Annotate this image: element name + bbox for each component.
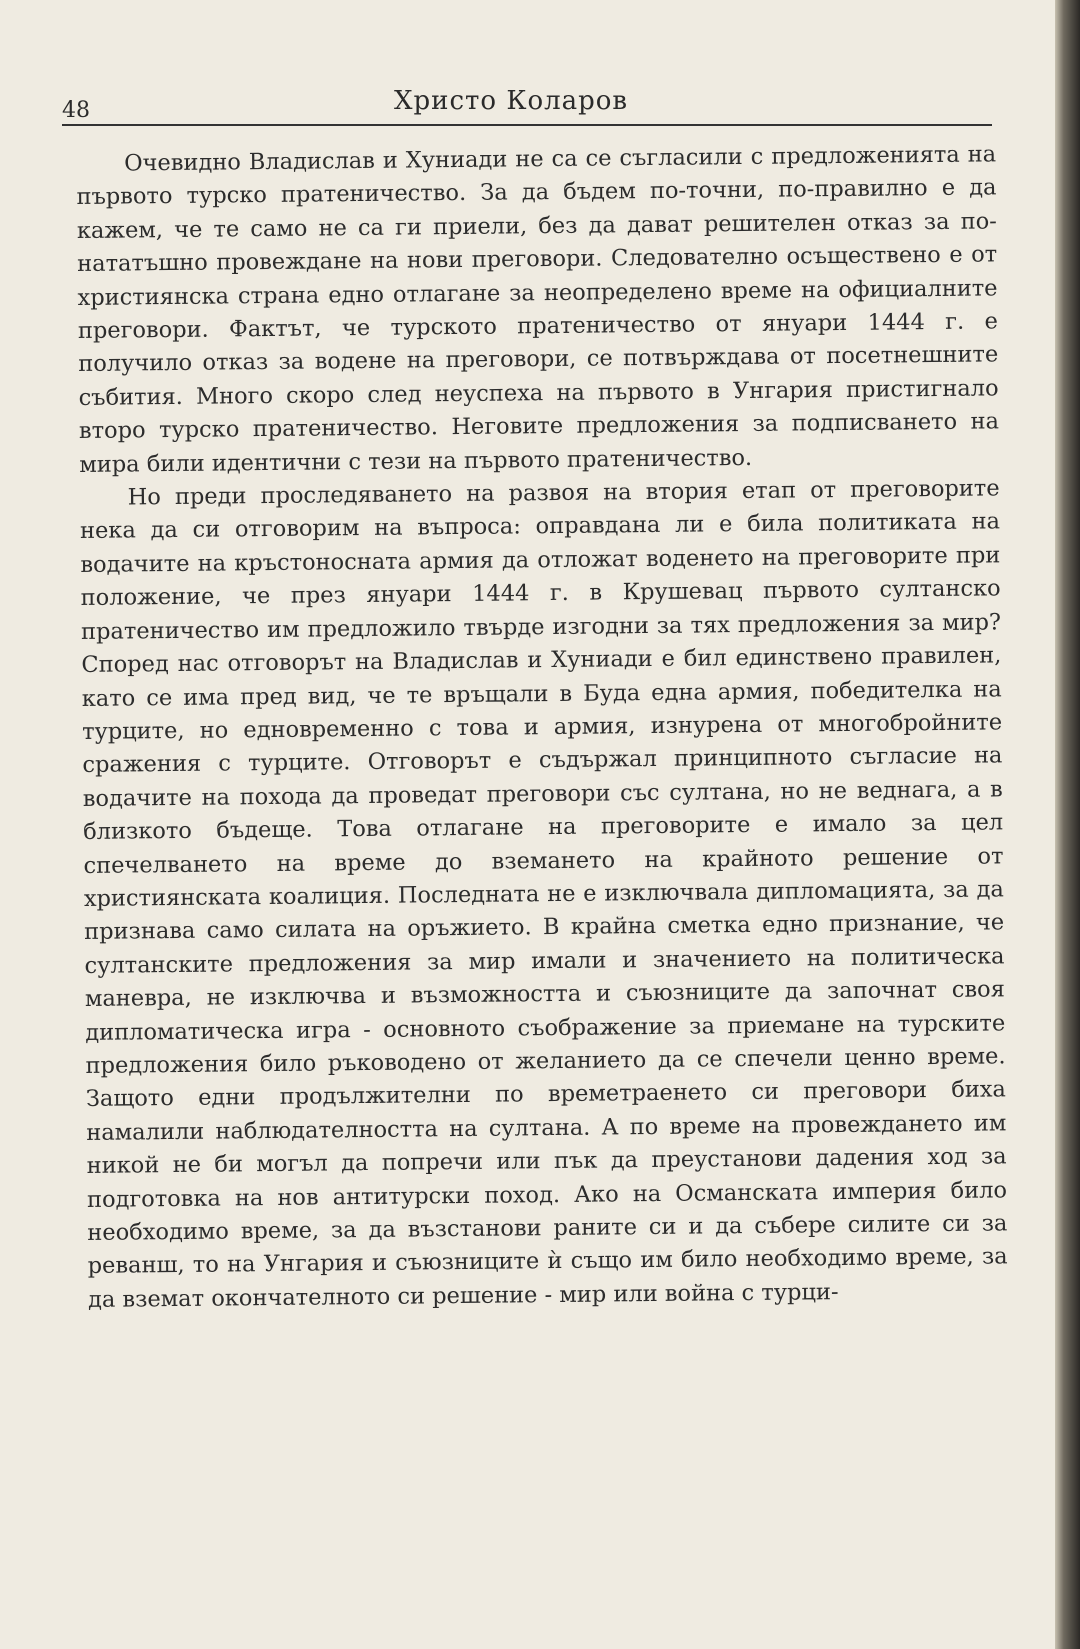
binding-edge [1055, 0, 1080, 1649]
header-rule [62, 124, 992, 126]
paragraph-2: Но преди проследяването на развоя на втория етап от преговорите нека да си отговорим на въпроса: оправдана ли е била политиката на водачите на кръстоносната армия да отложат воденето на преговорите при положение, че през януари 1444 г. в Крушевац първото султанско пратеничество им предложило твърде изгодни за тях предложения за мир? Според нас отговорът на Владислав и Хуниади е бил единствено правилен, като се има пред вид, че те връщали в Буда една армия, победителка на турците, но едновременно с това и армия, изнурена от многобройните сражения с турците. Отговорът е съдържал принципното съгласие на водачите на похода да проведат преговори със султана, но не веднага, а в близкото бъдеще. Това отлагане на преговорите е имало за цел спечелването на време до вземането на крайното решение от християнската коалиция. Последната не е изключвала дипломацията, за да признава само силата на оръжието. В крайна сметка едно признание, че султанските предложения за мир имали и значението на политическа маневра, не изключва и възможността и съюзниците да започнат своя дипломатическа игра - основното съображение за приемане на турските предложения било ръководено от желанието да се спечели ценно време. Защото едни продължителни по времетраенето си преговори биха намалили наблюдателността на султана. А по време на провеждането им никой не би могъл да попречи или пък да преустанови дадения ход за подготовка на нов антитурски поход. Ако на Османската империя било необходимо време, за да възстанови раните си и да събере силите си за реванш, то на Унгария и съюзниците ѝ също им било необходимо време, за да вземат окончателното си решение - мир или война с турци- [79, 475, 1008, 1313]
page-header [62, 82, 992, 122]
page-number: 48 [62, 98, 90, 123]
body-text [76, 138, 1008, 1317]
paragraph-1: Очевидно Владислав и Хуниади не са се съгласили с предложенията на първото турско пратеничество. За да бъдем по-точни, по-правилно е да кажем, че те само не са ги приели, без да дават решителен отказ за по-нататъшно провеждане на нови преговори. Следователно осъществено е от християнска страна едно отлагане за неопределено време на официалните преговори. Фактът, че турското пратеничество от януари 1444 г. е получило отказ за водене на преговори, се потвърждава от посетнешните събития. Много скоро след неуспеха на първото в Унгария пристигнало второ турско пратеничество. Неговите предложения за подписването на мира били идентични с тези на първото пратеничество. [76, 141, 1000, 478]
running-title: Христо Коларов [394, 86, 629, 116]
